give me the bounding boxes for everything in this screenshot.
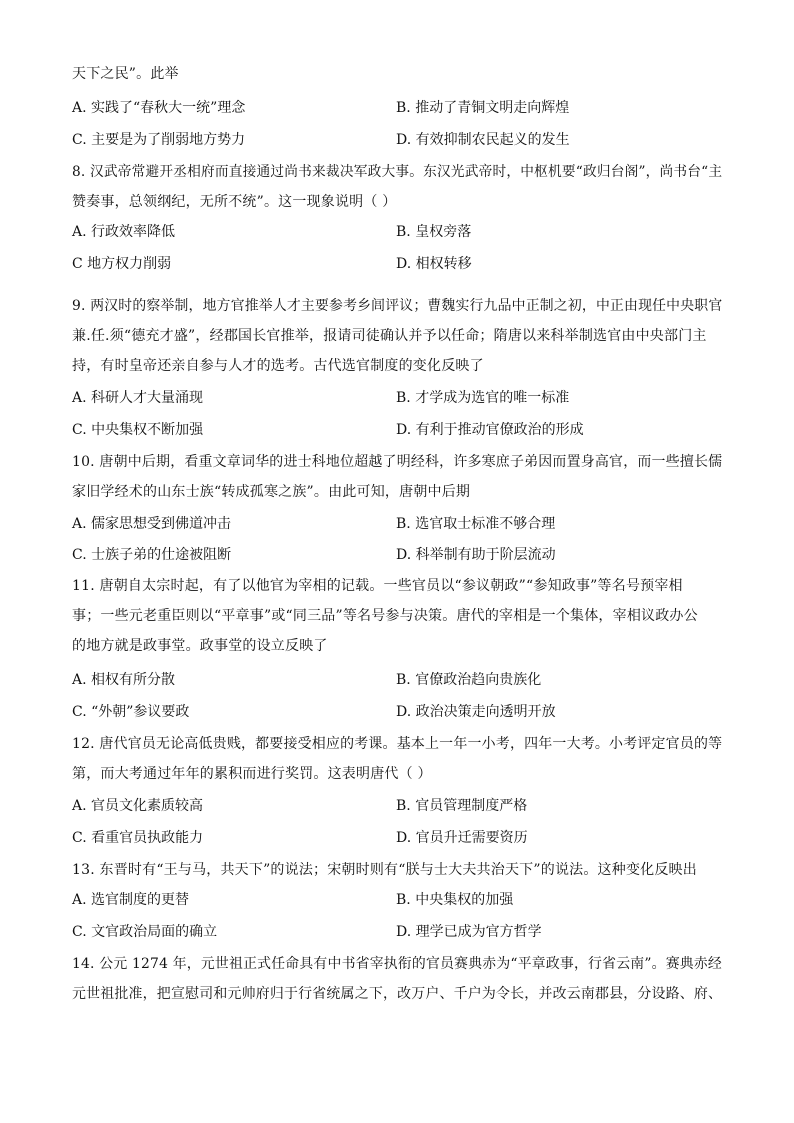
q8-option-b: B. 皇权旁落	[396, 224, 472, 240]
q10-stem-line-2: 家旧学经术的山东士族“转成孤寒之族”。由此可知，唐朝中后期	[72, 484, 471, 500]
q10-stem-line-1: 10. 唐朝中后期，看重文章词华的进士科地位超越了明经科，许多寒庶子弟因而置身高官，而一些擅长儒	[72, 454, 723, 470]
q9-stem-line-1: 9. 两汉时的察举制，地方官推举人才主要参考乡闾评议；曹魏实行九品中正制之初，中正由现任中央职官	[72, 298, 723, 314]
q8-option-a: A. 行政效率降低	[72, 224, 176, 240]
q11-stem-line-3: 的地方就是政事堂。政事堂的设立反映了	[72, 638, 328, 654]
q11-option-d: D. 政治决策走向透明开放	[396, 704, 556, 720]
q8-stem-line-1: 8. 汉武帝常避开丞相府而直接通过尚书来裁决军政大事。东汉光武帝时，中枢机要“政归台阁”，尚书台“主	[72, 164, 723, 180]
q7-option-b: B. 推动了青铜文明走向辉煌	[396, 100, 570, 116]
q9-stem-line-2: 兼.任.须“德充才盛”，经郡国长官推举，报请司徒确认并予以任命；隋唐以来科举制选官由中央部门主	[72, 328, 707, 344]
q10-option-c: C. 士族子弟的仕途被阻断	[72, 547, 232, 563]
q9-option-b: B. 才学成为选官的唯一标准	[396, 390, 570, 406]
q9-stem-line-3: 持，有时皇帝还亲自参与人才的选考。古代选官制度的变化反映了	[72, 358, 484, 374]
question-7-stem-tail: 天下之民”。此举	[72, 66, 179, 82]
q9-option-a: A. 科研人才大量涌现	[72, 390, 204, 406]
q12-stem-line-2: 第，而大考通过年年的累积而进行奖罚。这表明唐代（ ）	[72, 766, 432, 782]
q13-option-d: D. 理学已成为官方哲学	[396, 924, 542, 940]
q12-option-d: D. 官员升迁需要资历	[396, 830, 528, 846]
q13-option-c: C. 文官政治局面的确立	[72, 924, 218, 940]
q11-option-c: C. “外朝”参议要政	[72, 704, 190, 720]
q11-option-b: B. 官僚政治趋向贵族化	[396, 672, 542, 688]
q11-option-a: A. 相权有所分散	[72, 672, 176, 688]
q14-stem-line-1: 14. 公元 1274 年，元世祖正式任命具有中书省宰执衔的官员赛典赤为“平章政事，行省云南”。赛典赤经	[72, 956, 722, 972]
q9-option-c: C. 中央集权不断加强	[72, 422, 204, 438]
q14-stem-line-2: 元世祖批准，把宣慰司和元帅府归于行省统属之下，改万户、千户为令长，并改云南郡县，分设路、府、	[72, 986, 723, 1002]
q9-option-d: D. 有利于推动官僚政治的形成	[396, 422, 584, 438]
q12-option-b: B. 官员管理制度严格	[396, 798, 528, 814]
q7-option-d: D. 有效抑制农民起义的发生	[396, 132, 570, 148]
q10-option-d: D. 科举制有助于阶层流动	[396, 547, 556, 563]
q8-stem-line-2: 赞奏事，总领纲纪，无所不统”。这一现象说明（ ）	[72, 194, 397, 210]
q10-option-a: A. 儒家思想受到佛道冲击	[72, 516, 232, 532]
q13-stem-line-1: 13. 东晋时有“王与马，共天下”的说法；宋朝时则有“朕与士大夫共治天下”的说法。这种变化反映出	[72, 862, 697, 878]
q12-option-a: A. 官员文化素质较高	[72, 798, 204, 814]
q8-option-c: C 地方权力削弱	[72, 256, 172, 272]
q13-option-a: A. 选官制度的更替	[72, 892, 190, 908]
q10-option-b: B. 选官取士标准不够合理	[396, 516, 556, 532]
q13-option-b: B. 中央集权的加强	[396, 892, 514, 908]
q12-option-c: C. 看重官员执政能力	[72, 830, 204, 846]
q7-option-c: C. 主要是为了削弱地方势力	[72, 132, 246, 148]
q8-option-d: D. 相权转移	[396, 256, 472, 272]
q11-stem-line-2: 事；一些元老重臣则以“平章事”或“同三品”等名号参与决策。唐代的宰相是一个集体，宰相议政办公	[72, 608, 698, 624]
q7-option-a: A. 实践了“春秋大一统”理念	[72, 100, 246, 116]
q12-stem-line-1: 12. 唐代官员无论高低贵贱，都要接受相应的考课。基本上一年一小考，四年一大考。小考评定官员的等	[72, 736, 723, 752]
q11-stem-line-1: 11. 唐朝自太宗时起，有了以他官为宰相的记载。一些官员以“参议朝政”“参知政事”等名号预宰相	[72, 578, 683, 594]
